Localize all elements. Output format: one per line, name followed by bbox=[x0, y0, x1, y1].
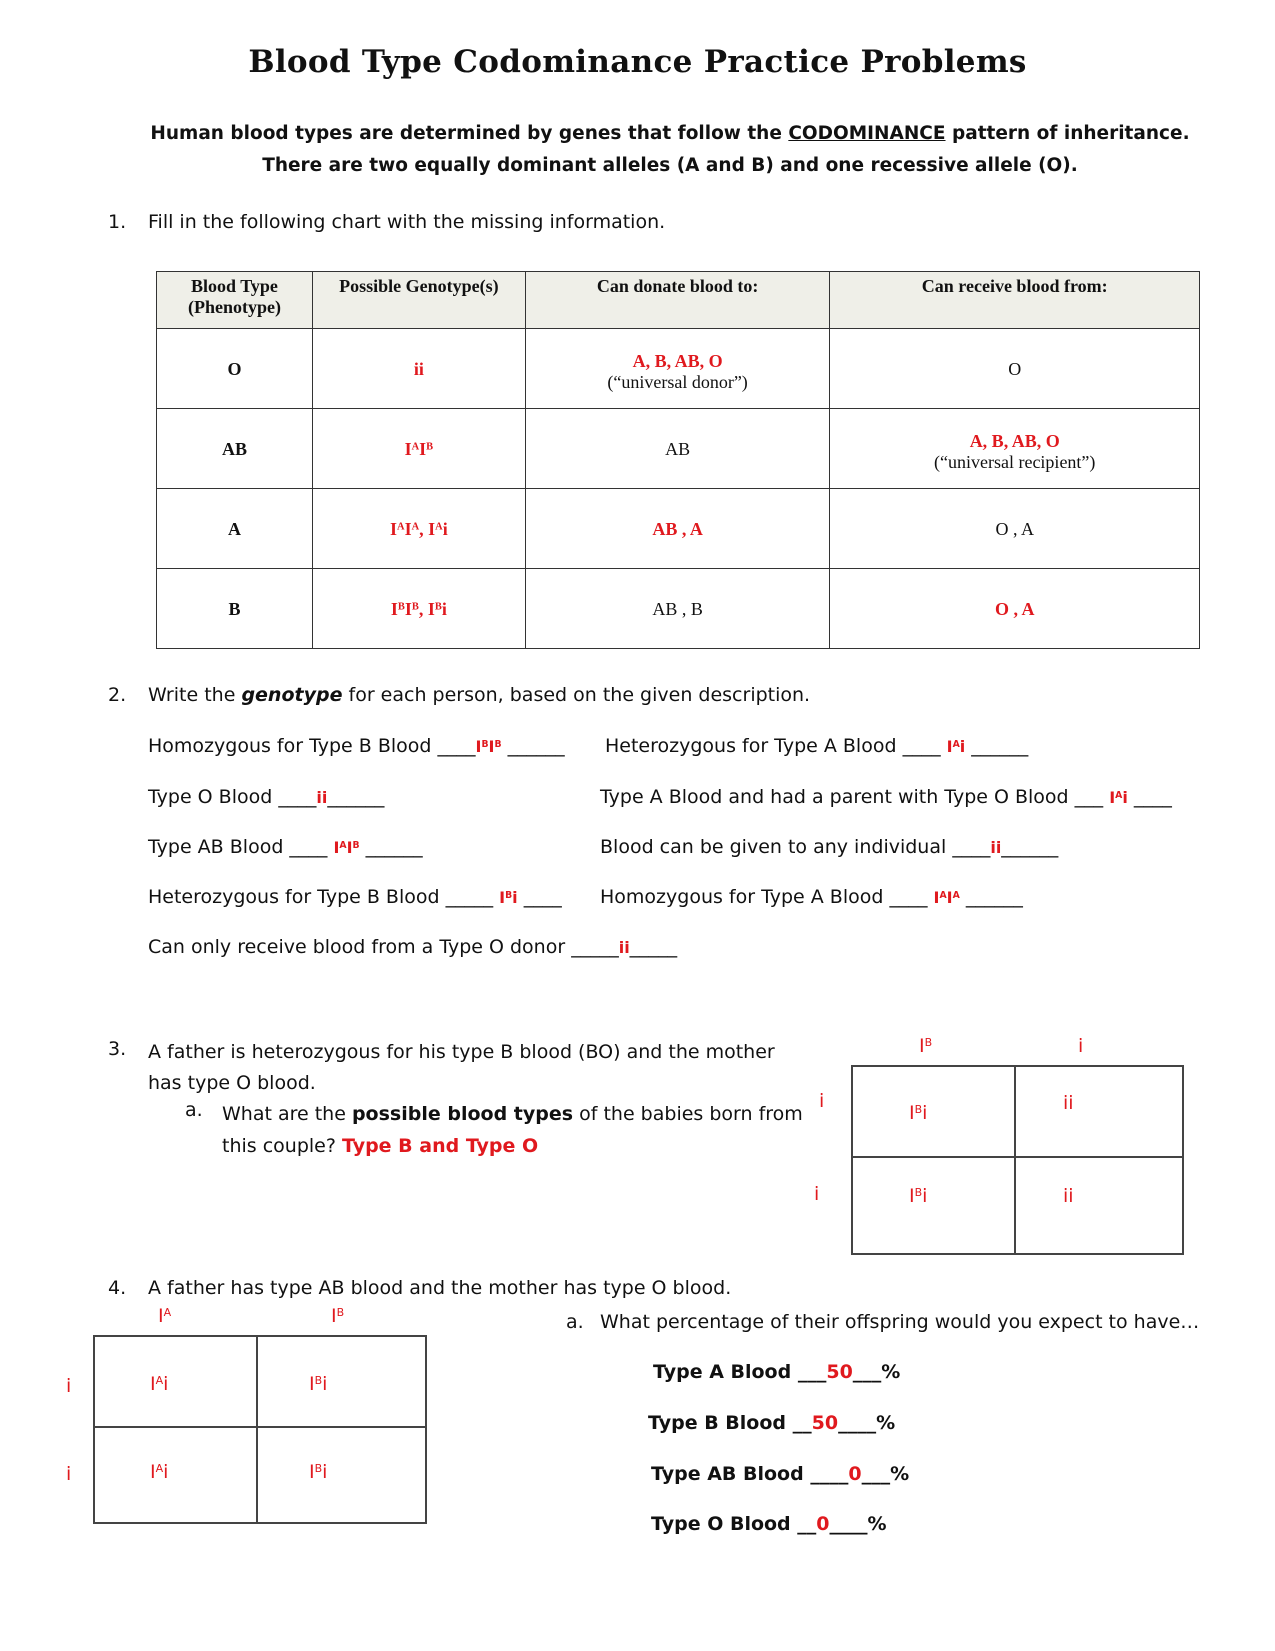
punnett-cell: $I^Bi$ bbox=[309, 1373, 328, 1395]
q4-punnett-square bbox=[93, 1335, 427, 1524]
header-donate: Can donate blood to: bbox=[525, 272, 830, 329]
blank-post: ____% bbox=[838, 1412, 896, 1434]
blank-pre: ___ bbox=[797, 1361, 827, 1383]
q2-item-give-any bbox=[600, 835, 1058, 860]
q3a-question bbox=[222, 1098, 812, 1162]
punnett-cell: $I^Bi$ bbox=[909, 1185, 928, 1207]
q2-answer: $I^BI^B$ bbox=[475, 737, 502, 756]
percent-label: Type B Blood bbox=[648, 1412, 786, 1434]
q2-item-parent-type-o bbox=[600, 785, 1172, 810]
q2-answer: $I^AI^B$ bbox=[333, 838, 360, 857]
receive-cell: O , A bbox=[830, 569, 1200, 649]
percent-value: 50 bbox=[811, 1412, 839, 1434]
q2-label: Heterozygous for Type B Blood bbox=[148, 886, 440, 908]
q4-prompt: A father has type AB blood and the mother has type O blood. bbox=[148, 1277, 732, 1299]
chart-row-a bbox=[157, 489, 1200, 569]
q2-number: 2. bbox=[108, 684, 127, 706]
chart-row-ab bbox=[157, 409, 1200, 489]
q2-label: Type AB Blood bbox=[148, 836, 284, 858]
q2-prompt-pre: Write the bbox=[148, 684, 242, 706]
genotype-cell: ii bbox=[312, 329, 525, 409]
q2-label: Blood can be given to any individual bbox=[600, 836, 947, 858]
answer-blank-pre: ____ bbox=[278, 786, 317, 808]
blank-pre: __ bbox=[797, 1513, 817, 1535]
donate-cell: AB bbox=[525, 409, 830, 489]
percent-label: Type A Blood bbox=[653, 1361, 792, 1383]
answer-blank-post: ______ bbox=[1001, 836, 1059, 858]
punnett-cell: $I^Ai$ bbox=[150, 1461, 169, 1483]
receive-cell bbox=[830, 409, 1200, 489]
q2-label: Homozygous for Type A Blood bbox=[600, 886, 884, 908]
punnett-cell: ii bbox=[1063, 1185, 1074, 1207]
answer-blank-pre: ____ bbox=[889, 886, 928, 908]
q2-label: Homozygous for Type B Blood bbox=[148, 735, 432, 757]
q4a-letter: a. bbox=[566, 1311, 584, 1333]
q4-side-allele-2: i bbox=[66, 1463, 72, 1485]
q2-item-heterozygous-b bbox=[148, 885, 562, 910]
q2-answer: ii bbox=[316, 788, 328, 807]
q3-number: 3. bbox=[108, 1038, 127, 1060]
grid-divider bbox=[256, 1337, 258, 1522]
q3-prompt: A father is heterozygous for his type B blood (BO) and the mother has type O blood. bbox=[148, 1041, 775, 1094]
percent-value: 0 bbox=[848, 1463, 862, 1485]
blood-type-chart bbox=[156, 271, 1200, 649]
q3a-letter: a. bbox=[185, 1099, 203, 1121]
q2-item-type-ab bbox=[148, 835, 423, 860]
q4-top-allele-2: $I^B$ bbox=[331, 1305, 345, 1327]
q2-item-heterozygous-a bbox=[605, 734, 1028, 759]
phenotype-cell: B bbox=[157, 569, 313, 649]
answer-blank-pre: ____ bbox=[289, 836, 328, 858]
genotype-cell: $I^AI^B$ bbox=[312, 409, 525, 489]
receive-cell: O bbox=[830, 329, 1200, 409]
answer-blank-post: ______ bbox=[965, 886, 1023, 908]
q2-prompt-emphasis: genotype bbox=[241, 684, 343, 706]
page-title: Blood Type Codominance Practice Problems bbox=[248, 44, 1027, 80]
punnett-cell: ii bbox=[1063, 1092, 1074, 1114]
percent-type-ab bbox=[651, 1462, 909, 1486]
percent-type-b bbox=[648, 1411, 895, 1435]
header-phenotype: Blood Type (Phenotype) bbox=[157, 272, 313, 329]
phenotype-cell: A bbox=[157, 489, 313, 569]
genotype-cell: $I^AI^A$, $I^Ai$ bbox=[312, 489, 525, 569]
donate-cell bbox=[525, 329, 830, 409]
punnett-cell: $I^Bi$ bbox=[309, 1461, 328, 1483]
answer-blank-post: _____ bbox=[629, 936, 678, 958]
percent-type-o bbox=[651, 1512, 887, 1536]
q3-top-allele-1: $I^B$ bbox=[919, 1035, 933, 1057]
q2-label: Type A Blood and had a parent with Type O Blood bbox=[600, 786, 1069, 808]
chart-header-row bbox=[157, 272, 1200, 329]
q2-item-type-o bbox=[148, 785, 384, 810]
q2-answer: $I^Bi$ bbox=[499, 888, 518, 907]
q3-side-allele-2: i bbox=[814, 1183, 820, 1205]
q2-answer: $I^Ai$ bbox=[946, 737, 966, 756]
intro-paragraph bbox=[140, 118, 1200, 182]
answer-blank-post: ____ bbox=[523, 886, 562, 908]
q4-side-allele-1: i bbox=[66, 1375, 72, 1397]
answer-blank-pre: ___ bbox=[1074, 786, 1104, 808]
blank-post: ___% bbox=[852, 1361, 901, 1383]
answer-blank-post: ______ bbox=[327, 786, 385, 808]
q2-item-receive-o-only bbox=[148, 935, 677, 960]
percent-label: Type O Blood bbox=[651, 1513, 791, 1535]
intro-text-1: Human blood types are determined by genes that follow the bbox=[150, 123, 789, 144]
blank-post: ___% bbox=[861, 1463, 910, 1485]
q3a-pre: What are the bbox=[222, 1103, 352, 1125]
q2-prompt-post: for each person, based on the given description. bbox=[342, 684, 811, 706]
answer-blank-pre: ____ bbox=[437, 735, 476, 757]
q2-answer: ii bbox=[618, 938, 630, 957]
q2-label: Heterozygous for Type A Blood bbox=[605, 735, 897, 757]
answer-blank-post: ______ bbox=[507, 735, 565, 757]
percent-value: 0 bbox=[816, 1513, 830, 1535]
q2-label: Can only receive blood from a Type O donor bbox=[148, 936, 566, 958]
grid-divider bbox=[1014, 1067, 1016, 1253]
chart-row-o bbox=[157, 329, 1200, 409]
q4-number: 4. bbox=[108, 1277, 127, 1299]
q2-label: Type O Blood bbox=[148, 786, 273, 808]
answer-blank-pre: _____ bbox=[445, 886, 494, 908]
q4-top-allele-1: $I^A$ bbox=[158, 1305, 172, 1327]
q2-answer: ii bbox=[990, 838, 1002, 857]
genotype-cell: $I^BI^B$, $I^Bi$ bbox=[312, 569, 525, 649]
q3a-bold: possible blood types bbox=[351, 1103, 574, 1125]
q4a-question: What percentage of their offspring would you expect to have… bbox=[600, 1311, 1200, 1333]
donate-note: (“universal donor”) bbox=[607, 372, 748, 392]
receive-answer: A, B, AB, O bbox=[969, 431, 1060, 451]
q3-side-allele-1: i bbox=[819, 1090, 825, 1112]
answer-blank-pre: ____ bbox=[902, 735, 941, 757]
q1-prompt: Fill in the following chart with the missing information. bbox=[148, 211, 666, 233]
phenotype-cell: O bbox=[157, 329, 313, 409]
phenotype-cell: AB bbox=[157, 409, 313, 489]
donate-answer: A, B, AB, O bbox=[632, 351, 723, 371]
header-receive: Can receive blood from: bbox=[830, 272, 1200, 329]
q2-answer: $I^Ai$ bbox=[1109, 788, 1128, 807]
chart-row-b bbox=[157, 569, 1200, 649]
blank-post: ____% bbox=[829, 1513, 887, 1535]
q1-number: 1. bbox=[108, 211, 127, 233]
percent-value: 50 bbox=[826, 1361, 853, 1383]
answer-blank-post: ____ bbox=[1133, 786, 1172, 808]
q3a-post: of the babies born from this couple? bbox=[222, 1103, 803, 1157]
percent-type-a bbox=[653, 1360, 900, 1384]
receive-cell: O , A bbox=[830, 489, 1200, 569]
intro-text-2: pattern of inheritance. There are two equally dominant alleles (A and B) and one recessive allele (O). bbox=[262, 123, 1190, 176]
punnett-cell: $I^Bi$ bbox=[909, 1102, 928, 1124]
header-genotype: Possible Genotype(s) bbox=[312, 272, 525, 329]
receive-note: (“universal recipient”) bbox=[934, 452, 1096, 472]
answer-blank-pre: ____ bbox=[952, 836, 991, 858]
punnett-cell: $I^Ai$ bbox=[150, 1373, 169, 1395]
q3a-answer: Type B and Type O bbox=[341, 1135, 539, 1157]
answer-blank-pre: _____ bbox=[571, 936, 619, 958]
q2-item-homozygous-b bbox=[148, 734, 565, 759]
q3-punnett-square bbox=[851, 1065, 1184, 1255]
blank-pre: ____ bbox=[810, 1463, 849, 1485]
answer-blank-post: ______ bbox=[971, 735, 1029, 757]
q3-top-allele-2: i bbox=[1078, 1035, 1084, 1057]
donate-cell: AB , B bbox=[525, 569, 830, 649]
grid-divider bbox=[95, 1426, 425, 1428]
grid-divider bbox=[853, 1156, 1182, 1158]
q2-prompt bbox=[148, 683, 810, 707]
donate-cell: AB , A bbox=[525, 489, 830, 569]
answer-blank-post: ______ bbox=[365, 836, 423, 858]
blank-pre: __ bbox=[792, 1412, 812, 1434]
percent-label: Type AB Blood bbox=[651, 1463, 804, 1485]
q2-answer: $I^AI^A$ bbox=[933, 888, 960, 907]
q2-item-homozygous-a bbox=[600, 885, 1023, 910]
intro-keyword: CODOMINANCE bbox=[788, 123, 946, 144]
